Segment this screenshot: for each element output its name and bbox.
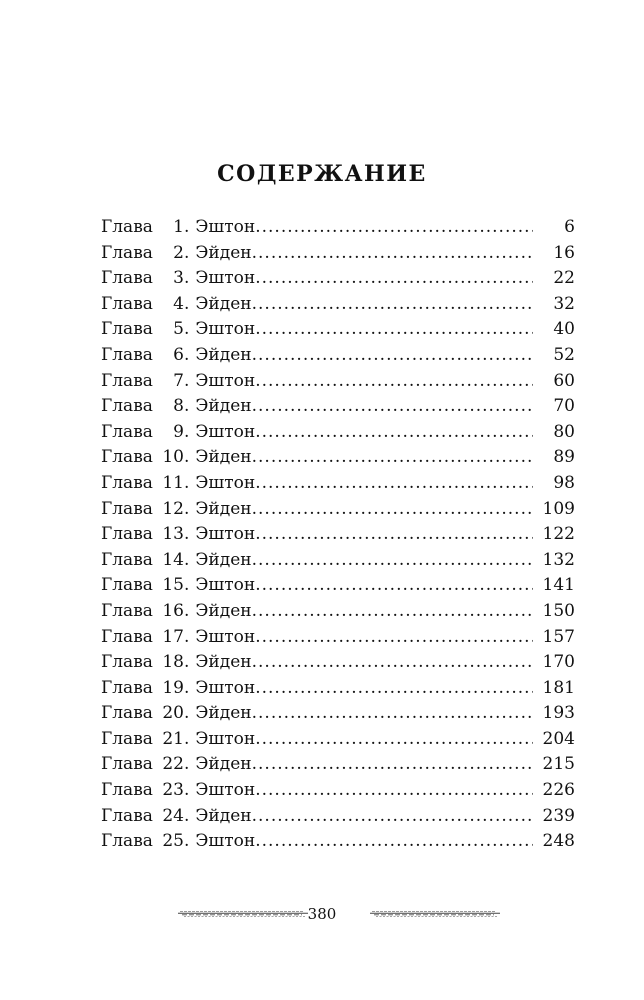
- toc-entry: [101, 701, 575, 727]
- dot-leader: [252, 394, 533, 420]
- page-ref: 98: [553, 472, 575, 493]
- chapter-word: Глава: [101, 549, 153, 570]
- toc-entry: [101, 343, 575, 369]
- toc-entry: [101, 599, 575, 625]
- chapter-title: Эйден: [195, 549, 252, 570]
- toc-entry: [101, 778, 575, 804]
- dot-leader: [252, 497, 533, 523]
- dot-leader: [252, 241, 533, 267]
- toc-entry: [101, 548, 575, 574]
- chapter-number: 16: [162, 600, 184, 621]
- dot-leader: [255, 829, 533, 855]
- toc-entry: [101, 522, 575, 548]
- chapter-word: Глава: [101, 754, 153, 775]
- toc-entry: [101, 215, 575, 241]
- toc-entry: [101, 241, 575, 267]
- chapter-title: Эштон: [195, 677, 256, 698]
- page-ref: 193: [542, 703, 575, 724]
- number-separator: .: [184, 319, 190, 340]
- chapter-number: 23: [162, 780, 184, 801]
- toc-entry: [101, 829, 575, 855]
- chapter-number: 17: [162, 626, 184, 647]
- chapter-title: Эштон: [195, 831, 256, 852]
- dot-leader: [255, 266, 533, 292]
- toc-entry: [101, 625, 575, 651]
- page-ref: 22: [553, 268, 575, 289]
- right-ornament-icon: [370, 910, 500, 918]
- number-separator: .: [184, 549, 190, 570]
- chapter-word: Глава: [101, 780, 153, 801]
- page-ref: 32: [553, 293, 575, 314]
- chapter-number: 18: [162, 652, 184, 673]
- page-ref: 109: [542, 498, 575, 519]
- chapter-title: Эштон: [195, 728, 256, 749]
- chapter-word: Глава: [101, 831, 153, 852]
- number-separator: .: [184, 703, 190, 724]
- chapter-title: Эштон: [195, 626, 256, 647]
- chapter-word: Глава: [101, 242, 153, 263]
- dot-leader: [255, 676, 533, 702]
- chapter-title: Эйден: [195, 447, 252, 468]
- chapter-word: Глава: [101, 447, 153, 468]
- dot-leader: [255, 778, 533, 804]
- number-separator: .: [184, 626, 190, 647]
- chapter-title: Эйден: [195, 600, 252, 621]
- chapter-title: Эйден: [195, 703, 252, 724]
- number-separator: .: [184, 652, 190, 673]
- chapter-number: 6: [173, 344, 184, 365]
- toc-entry: [101, 752, 575, 778]
- page-ref: 132: [542, 549, 575, 570]
- page-ref: 170: [542, 652, 575, 673]
- page-ref: 70: [553, 396, 575, 417]
- dot-leader: [252, 599, 533, 625]
- page-title: СОДЕРЖАНИЕ: [217, 160, 427, 187]
- dot-leader: [252, 292, 533, 318]
- number-separator: .: [184, 498, 190, 519]
- dot-leader: [255, 625, 533, 651]
- chapter-word: Глава: [101, 268, 153, 289]
- dot-leader: [252, 752, 533, 778]
- dot-leader: [255, 369, 533, 395]
- page-ref: 248: [542, 831, 575, 852]
- chapter-number: 20: [162, 703, 184, 724]
- chapter-number: 4: [173, 293, 184, 314]
- toc-entry: [101, 445, 575, 471]
- chapter-title: Эштон: [195, 268, 256, 289]
- dot-leader: [252, 343, 533, 369]
- dot-leader: [252, 650, 533, 676]
- number-separator: .: [184, 728, 190, 749]
- toc-entry: [101, 727, 575, 753]
- chapter-title: Эйден: [195, 498, 252, 519]
- chapter-word: Глава: [101, 293, 153, 314]
- page-ref: 122: [542, 524, 575, 545]
- number-separator: .: [184, 293, 190, 314]
- chapter-word: Глава: [101, 498, 153, 519]
- toc-entry: [101, 420, 575, 446]
- chapter-number: 9: [173, 421, 184, 442]
- chapter-number: 24: [162, 805, 184, 826]
- chapter-title: Эштон: [195, 217, 256, 237]
- chapter-word: Глава: [101, 217, 153, 237]
- dot-leader: [255, 317, 533, 343]
- dot-leader: [255, 727, 533, 753]
- number-separator: .: [184, 447, 190, 468]
- chapter-title: Эштон: [195, 319, 256, 340]
- chapter-title: Эштон: [195, 575, 256, 596]
- dot-leader: [255, 215, 533, 241]
- number-separator: .: [184, 600, 190, 621]
- chapter-number: 25: [162, 831, 184, 852]
- dot-leader: [255, 522, 533, 548]
- dot-leader: [252, 548, 533, 574]
- chapter-word: Глава: [101, 652, 153, 673]
- chapter-title: Эштон: [195, 780, 256, 801]
- chapter-word: Глава: [101, 600, 153, 621]
- toc-entry: [101, 317, 575, 343]
- number-separator: .: [184, 370, 190, 391]
- number-separator: .: [184, 575, 190, 596]
- number-separator: .: [184, 217, 190, 237]
- number-separator: .: [184, 831, 190, 852]
- toc-entry: [101, 804, 575, 830]
- chapter-word: Глава: [101, 524, 153, 545]
- chapter-number: 19: [162, 677, 184, 698]
- page-ref: 204: [542, 728, 575, 749]
- chapter-title: Эйден: [195, 396, 252, 417]
- dot-leader: [252, 445, 533, 471]
- page-ref: 181: [542, 677, 575, 698]
- page-ref: 226: [542, 780, 575, 801]
- toc-entry: [101, 573, 575, 599]
- chapter-number: 13: [162, 524, 184, 545]
- dot-leader: [252, 804, 533, 830]
- chapter-title: Эштон: [195, 370, 256, 391]
- number-separator: .: [184, 524, 190, 545]
- chapter-title: Эйден: [195, 293, 252, 314]
- page-ref: 40: [553, 319, 575, 340]
- chapter-title: Эштон: [195, 472, 256, 493]
- chapter-number: 14: [162, 549, 184, 570]
- page-ref: 157: [542, 626, 575, 647]
- chapter-word: Глава: [101, 703, 153, 724]
- chapter-title: Эйден: [195, 242, 252, 263]
- chapter-word: Глава: [101, 421, 153, 442]
- page-ref: 141: [542, 575, 575, 596]
- chapter-word: Глава: [101, 319, 153, 340]
- toc-entry: [101, 292, 575, 318]
- chapter-word: Глава: [101, 370, 153, 391]
- toc-entry: [101, 266, 575, 292]
- page-ref: 6: [564, 217, 575, 237]
- chapter-number: 7: [173, 370, 184, 391]
- number-separator: .: [184, 242, 190, 263]
- toc-entry: [101, 497, 575, 523]
- chapter-number: 11: [162, 472, 184, 493]
- page-number: 380: [307, 905, 337, 923]
- number-separator: .: [184, 421, 190, 442]
- chapter-word: Глава: [101, 575, 153, 596]
- chapter-title: Эштон: [195, 421, 256, 442]
- chapter-number: 5: [173, 319, 184, 340]
- chapter-word: Глава: [101, 472, 153, 493]
- number-separator: .: [184, 677, 190, 698]
- page-ref: 150: [542, 600, 575, 621]
- chapter-title: Эйден: [195, 652, 252, 673]
- chapter-title: Эштон: [195, 524, 256, 545]
- chapter-number: 8: [173, 396, 184, 417]
- chapter-word: Глава: [101, 805, 153, 826]
- number-separator: .: [184, 754, 190, 775]
- page-ref: 89: [553, 447, 575, 468]
- number-separator: .: [184, 780, 190, 801]
- toc-entry: [101, 471, 575, 497]
- toc-entry: [101, 394, 575, 420]
- page-ref: 60: [553, 370, 575, 391]
- table-of-contents: [101, 215, 575, 855]
- chapter-title: Эйден: [195, 805, 252, 826]
- number-separator: .: [184, 396, 190, 417]
- chapter-word: Глава: [101, 396, 153, 417]
- dot-leader: [255, 573, 533, 599]
- chapter-number: 10: [162, 447, 184, 468]
- page-ref: 80: [553, 421, 575, 442]
- toc-entry: [101, 676, 575, 702]
- toc-entry: [101, 369, 575, 395]
- dot-leader: [255, 471, 533, 497]
- page-ref: 16: [553, 242, 575, 263]
- chapter-number: 15: [162, 575, 184, 596]
- number-separator: .: [184, 805, 190, 826]
- chapter-number: 22: [162, 754, 184, 775]
- number-separator: .: [184, 268, 190, 289]
- page-footer: [0, 902, 644, 926]
- chapter-number: 2: [173, 242, 184, 263]
- chapter-word: Глава: [101, 626, 153, 647]
- number-separator: .: [184, 472, 190, 493]
- chapter-word: Глава: [101, 677, 153, 698]
- chapter-number: 12: [162, 498, 184, 519]
- chapter-word: Глава: [101, 728, 153, 749]
- chapter-title: Эйден: [195, 754, 252, 775]
- chapter-number: 21: [162, 728, 184, 749]
- toc-entry: [101, 650, 575, 676]
- page-ref: 52: [553, 344, 575, 365]
- chapter-title: Эйден: [195, 344, 252, 365]
- page-ref: 239: [542, 805, 575, 826]
- dot-leader: [255, 420, 533, 446]
- number-separator: .: [184, 344, 190, 365]
- chapter-number: 3: [173, 268, 184, 289]
- chapter-word: Глава: [101, 344, 153, 365]
- dot-leader: [252, 701, 533, 727]
- page-ref: 215: [542, 754, 575, 775]
- chapter-number: 1: [173, 217, 184, 237]
